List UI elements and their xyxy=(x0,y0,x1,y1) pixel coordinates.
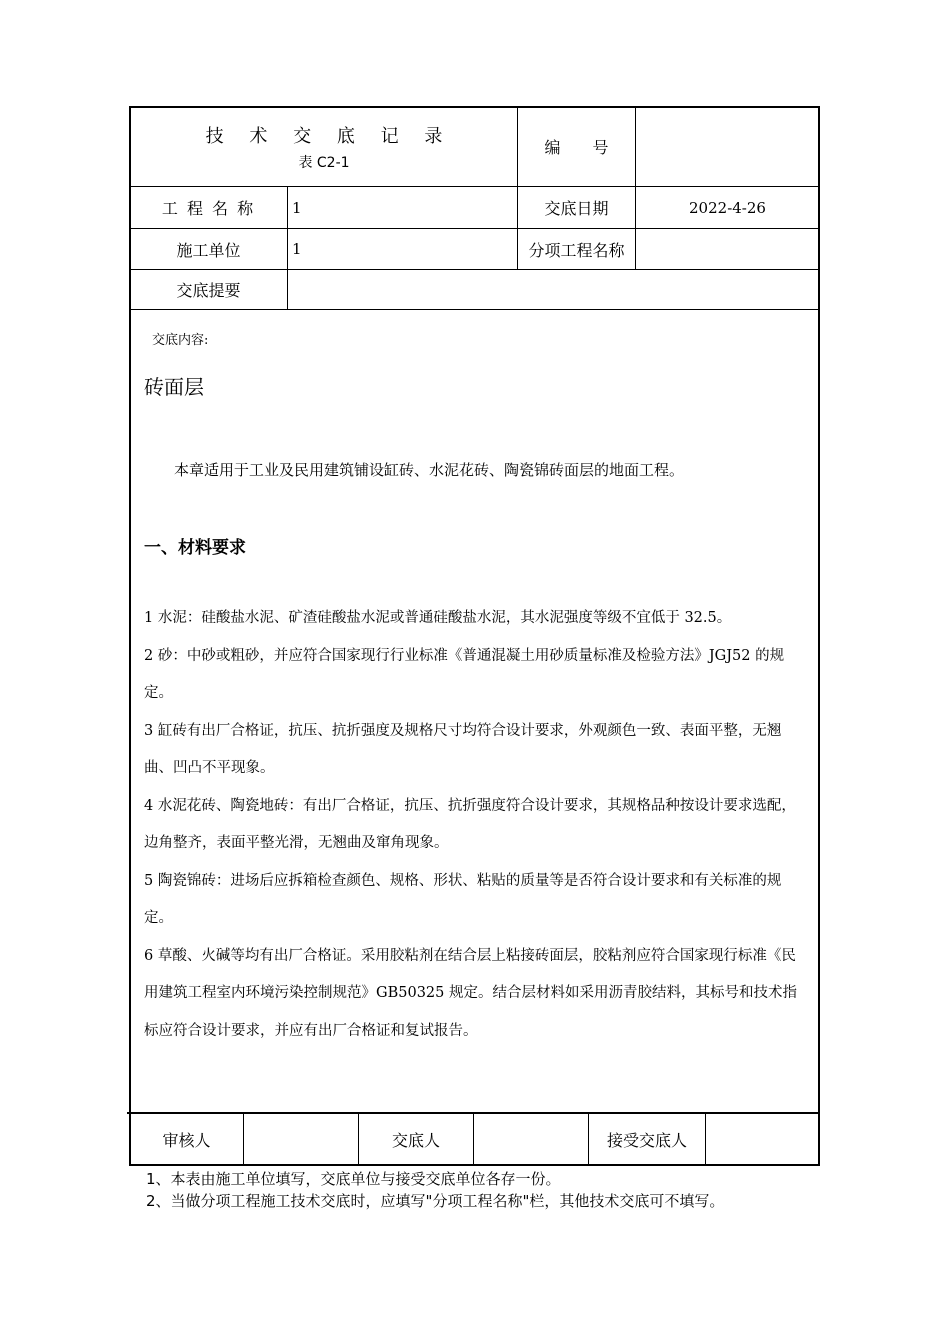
receiver-label: 接受交底人 xyxy=(606,1130,687,1150)
title-char: 底 xyxy=(336,126,355,147)
date-label: 交底日期 xyxy=(544,199,609,218)
title-char: 术 xyxy=(249,126,268,147)
form-title xyxy=(130,122,518,148)
list-item: 5 陶瓷锦砖：进场后应拆箱检查颜色、规格、形状、粘贴的质量等是否符合设计要求和有关标准的规定。 xyxy=(144,872,782,926)
project-name-label: 工 程 名 称 xyxy=(161,199,256,218)
project-name-value[interactable]: 1 xyxy=(292,198,302,217)
materials-list xyxy=(144,600,808,1050)
reviewer-value[interactable] xyxy=(244,1114,358,1164)
row-divider xyxy=(130,309,819,310)
date-value[interactable]: 2022-4-26 xyxy=(689,198,766,217)
title-char: 录 xyxy=(424,126,443,147)
list-item: 3 缸砖有出厂合格证，抗压、抗折强度及规格尺寸均符合设计要求，外观颜色一致、表面平整，无翘曲、凹凸不平现象。 xyxy=(144,722,782,776)
discloser-value[interactable] xyxy=(474,1114,588,1164)
col-divider xyxy=(287,186,288,309)
intro-paragraph: 本章适用于工业及民用建筑铺设缸砖、水泥花砖、陶瓷锦砖面层的地面工程。 xyxy=(174,461,685,479)
subproject-label: 分项工程名称 xyxy=(528,240,625,260)
summary-value[interactable] xyxy=(292,270,819,309)
footnote: 2、当做分项工程施工技术交底时，应填写"分项工程名称"栏，其他技术交底可不填写。 xyxy=(146,1192,725,1210)
content-label: 交底内容: xyxy=(152,333,209,348)
contractor-value[interactable]: 1 xyxy=(292,240,302,258)
title-char: 交 xyxy=(293,126,312,147)
subproject-value[interactable] xyxy=(636,229,819,269)
list-item: 6 草酸、火碱等均有出厂合格证。采用胶粘剂在结合层上粘接砖面层，胶粘剂应符合国家现行标准《民用建筑工程室内环境污染控制规范》GB50325 规定。结合层材料如采用沥青胶结料，其标号和技术指标应符合设计要求，并应有出厂合格证和复试报告。 xyxy=(144,947,797,1039)
title-char: 记 xyxy=(380,126,399,147)
list-item: 2 砂：中砂或粗砂，并应符合国家现行行业标准《普通混凝土用砂质量标准及检验方法》JGJ52 的规定。 xyxy=(144,647,785,701)
form-code: 表 C2-1 xyxy=(298,155,350,171)
reviewer-label: 审核人 xyxy=(162,1130,211,1150)
list-item: 1 水泥：硅酸盐水泥、矿渣硅酸盐水泥或普通硅酸盐水泥，其水泥强度等级不宜低于 32.5。 xyxy=(144,610,732,626)
title-char: 技 xyxy=(205,126,224,147)
footnote: 1、本表由施工单位填写，交底单位与接受交底单位各存一份。 xyxy=(146,1170,561,1188)
number-label: 编 号 xyxy=(544,138,609,157)
section-title: 砖面层 xyxy=(144,375,204,399)
number-value[interactable] xyxy=(636,107,819,186)
contractor-label: 施工单位 xyxy=(176,240,241,260)
receiver-value[interactable] xyxy=(706,1114,819,1164)
materials-heading: 一、材料要求 xyxy=(144,538,246,558)
list-item: 4 水泥花砖、陶瓷地砖：有出厂合格证，抗压、抗折强度符合设计要求，其规格品种按设计要求选配，边角整齐，表面平整光滑，无翘曲及窜角现象。 xyxy=(144,797,796,851)
discloser-label: 交底人 xyxy=(391,1130,440,1150)
summary-label: 交底提要 xyxy=(176,281,241,300)
